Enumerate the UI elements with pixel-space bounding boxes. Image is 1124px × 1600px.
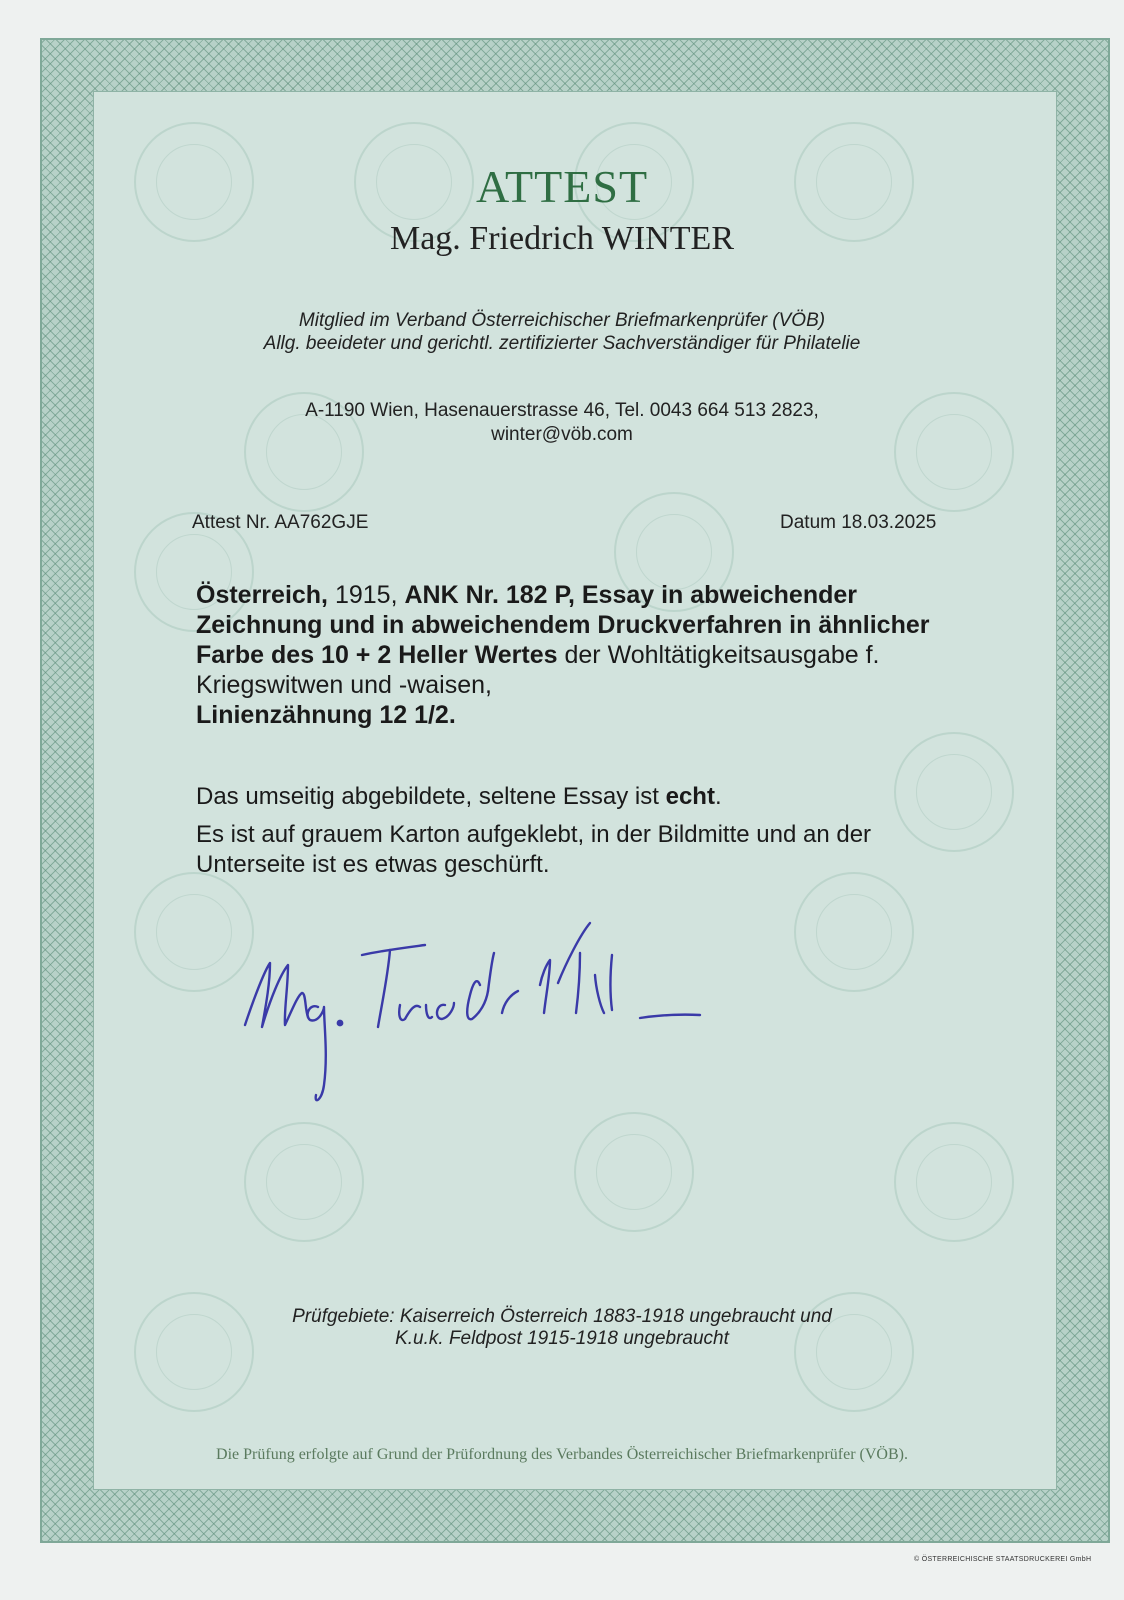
printer-credit: © ÖSTERREICHISCHE STAATSDRUCKEREI GmbH [914,1556,1092,1563]
certificate-number: Attest Nr. AA762GJE [192,512,369,533]
signature [240,915,710,1115]
fields-line-2: K.u.k. Feldpost 1915-1918 ungebraucht [395,1328,729,1349]
verdict-end: . [714,783,722,810]
stamp-description [196,580,956,730]
verdict-text: Das umseitig abgebildete, seltene Essay ist [196,783,666,810]
certificate-title: ATTEST [475,161,649,212]
fields-line-1: Prüfgebiete: Kaiserreich Österreich 1883-1918 ungebraucht und [292,1306,832,1327]
description-perforation: Linienzähnung 12 1/2. [196,701,456,729]
description-year: 1915, [328,581,405,609]
watermark-seal [794,872,914,992]
watermark-seal [244,1122,364,1242]
footer-note: Die Prüfung erfolgte auf Grund der Prüfordnung des Verbandes Österreichischer Briefmarkenprüfer (VÖB). [216,1446,908,1463]
membership-line: Mitglied im Verband Österreichischer Briefmarkenprüfer (VÖB) [298,310,826,331]
watermark-seal [574,1112,694,1232]
address-line: A-1190 Wien, Hasenauerstrasse 46, Tel. 0043 664 513 2823, [305,400,819,421]
certificate-date: Datum 18.03.2025 [780,512,937,533]
description-catalog: ANK Nr. 182 P, Essay in abweichender Zeichnung und in abweichendem Druckverfahren in ähnlicher Farbe des 10 + 2 Heller Wertes [196,581,930,669]
verdict-paragraph [196,782,936,812]
qualification-line: Allg. beeideter und gerichtl. zertifizierter Sachverständiger für Philatelie [263,333,861,354]
examiner-name: Mag. Friedrich WINTER [389,220,735,257]
description-country: Österreich, [196,581,329,609]
condition-paragraph: Es ist auf grauem Karton aufgeklebt, in der Bildmitte und an der Unterseite ist es etwas geschürft. [196,821,872,878]
watermark-seal [134,872,254,992]
verdict-result: echt [665,783,715,810]
watermark-seal [894,1122,1014,1242]
description-issue: der Wohltätigkeitsausgabe f. Kriegswitwen und -waisen, [196,641,880,699]
email-line: winter@vöb.com [491,424,633,445]
